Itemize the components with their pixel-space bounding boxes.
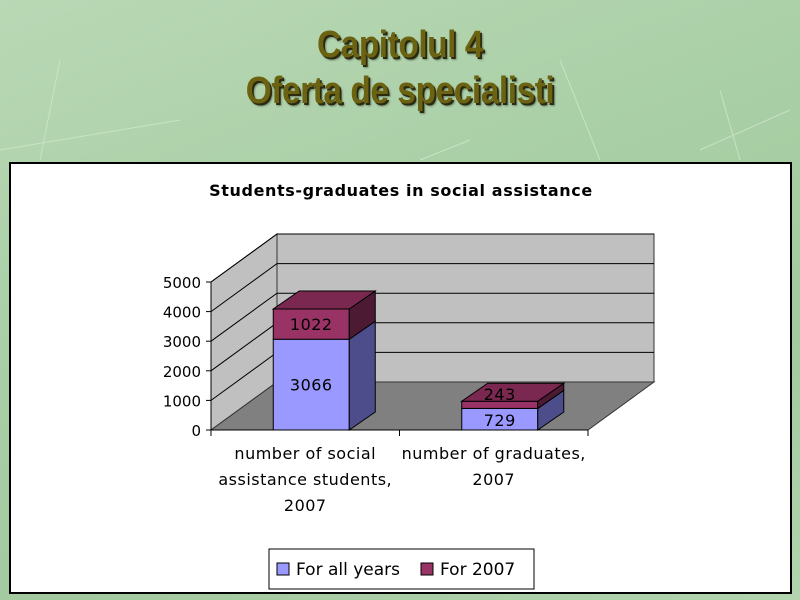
x-category-label: number of graduates, [401,444,586,463]
legend-swatch [277,563,289,575]
y-tick-label: 4000 [162,303,201,322]
slide-title-line2: Oferta de specialisti [245,70,555,112]
x-category-label: number of social [234,444,377,463]
legend-label: For 2007 [440,560,516,580]
data-label: 729 [483,411,516,430]
data-label: 3066 [289,375,333,395]
y-tick-label: 2000 [162,362,201,381]
x-category-label: 2007 [283,496,327,515]
y-tick-label: 3000 [162,333,201,352]
data-label: 1022 [289,315,333,335]
bar-chart [11,164,790,592]
legend [269,549,534,589]
chart-panel [9,162,792,594]
y-tick-label: 0 [191,422,201,440]
bar-segment-side [349,321,375,430]
legend-swatch [421,563,433,575]
x-category-label: assistance students, [218,470,393,489]
slide-title-line1: Capitolul 4 [316,24,484,66]
y-tick-label: 1000 [162,392,201,411]
y-tick-label: 5000 [162,274,201,292]
slide-title [0,22,800,114]
x-category-label: 2007 [472,470,516,489]
chart-title: Students-graduates in social assistance [209,181,593,200]
legend-label: For all years [296,560,401,580]
data-label: 243 [483,385,516,405]
